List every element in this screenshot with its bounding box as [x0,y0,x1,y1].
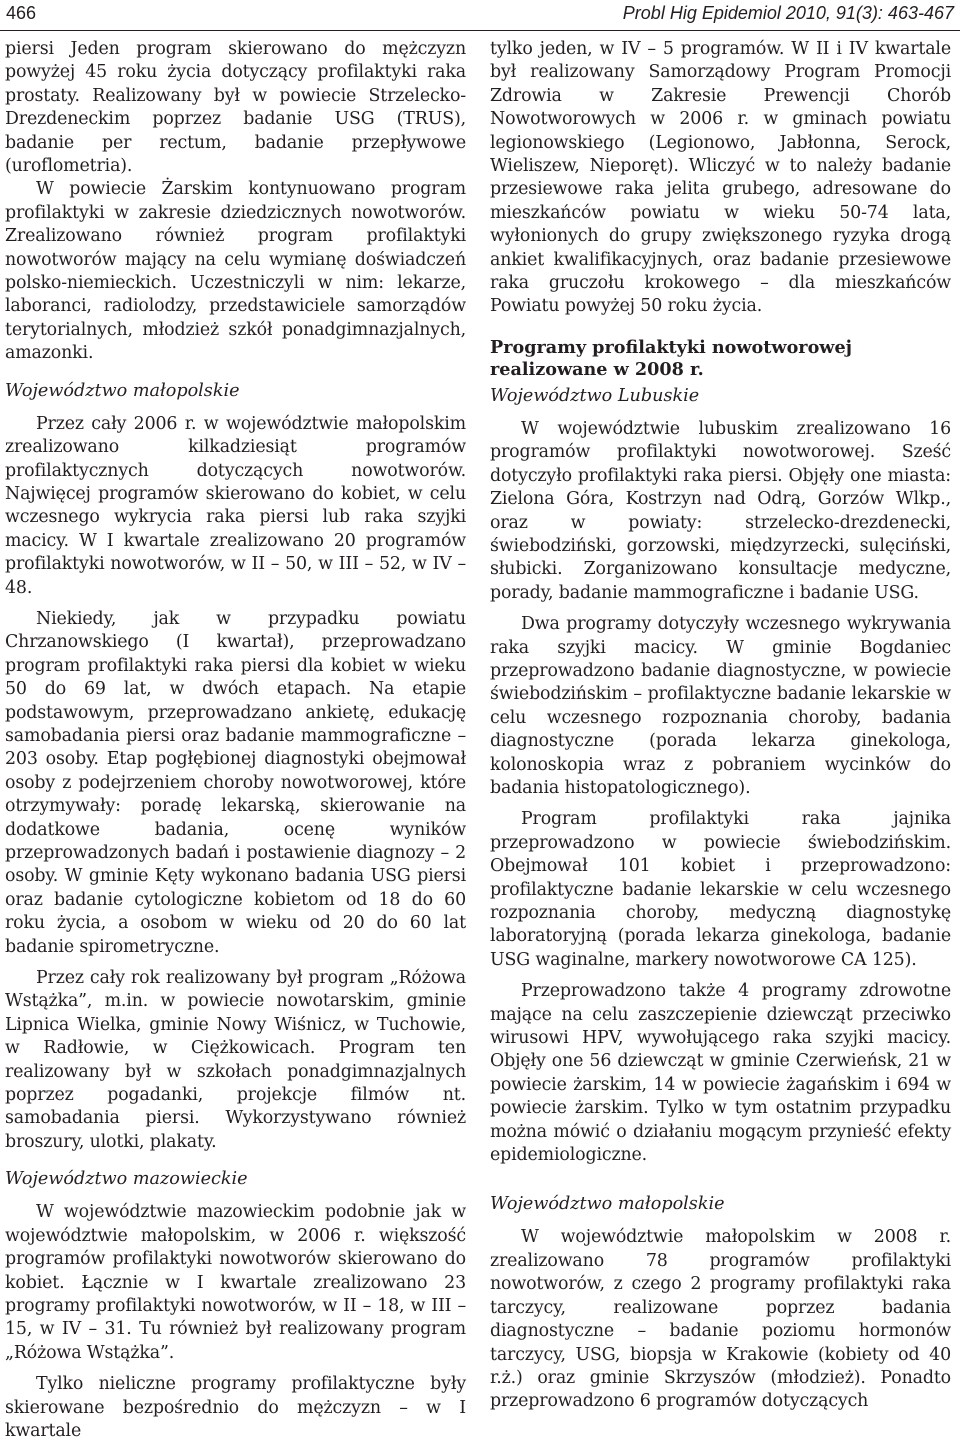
paragraph: W powiecie Żarskim kontynuowano program profilaktyki w zakresie dziedzicznych nowotworów. Zrealizowano również program profilaktyki nowotworów mający na celu wymianę doświadczeń polsko-niemieckich. Uczestniczyli w nim: lekarze, laboranci, radiolodzy, przedstawiciele samorządów terytorialnych, młodzież szkół ponadgimnazjalnych, amazonki. [5,179,466,364]
left-column [5,38,466,1443]
paragraph: Tylko nieliczne programy profilaktyczne były skierowane bezpośrednio do mężczyzn – w I kwartale [5,1374,466,1441]
section-heading-malopolskie: Województwo małopolskie [5,380,240,401]
paragraph: W województwie lubuskim zrealizowano 16 programów profilaktyki nowotworowej. Sześć dotyczyło profilaktyki raka piersi. Objęły one miasta: Zielona Góra, Kostrzyn nad Odrą, Gorzów Wlkp., oraz w powiaty: strzelecko-drezdenecki, świebodziński, gorzowski, międzyrzecki, sulęciński, słubicki. Zorganizowano konsultacje medyczne, porady, badanie mammograficzne i badanie USG. [490,418,951,603]
paragraph: Niekiedy, jak w przypadku powiatu Chrzanowskiego (I kwartał), przeprowadzano program profilaktyki raka piersi dla kobiet w wieku 50 do 69 lat, w dwóch etapach. Na etapie podstawowym, przeprowadzano ankietę, edukację samobadania piersi oraz badanie mammograficzne – 203 osoby. Etap pogłębionej diagnostyki obejmował osoby z podejrzeniem choroby nowotworowej, które otrzymywały: poradę lekarską, skierowanie na dodatkowe badania, ocenę wyników przeprowadzonych badań i postawienie diagnozy – 2 osoby. W gminie Kęty wykonano badania USG piersi oraz badanie cytologiczne kobietom od 18 do 60 roku życia, a osobom w wieku od 20 do 60 lat badanie spirometryczne. [5,608,466,957]
paragraph: Program profilaktyki raka jajnika przeprowadzono w powiecie świebodzińskim. Obejmował 101 kobiet i przeprowadzono: profilaktyczne badanie lekarskie w celu wczesnego rozpoznania choroby, medyczną diagnostykę laboratoryjną (porada lekarza ginekologa, badanie USG waginalne, markery nowotworowe CA 125). [490,809,951,970]
paragraph: piersi Jeden program skierowano do mężczyzn powyżej 45 roku życia dotyczący profilaktyki raka prostaty. Realizowany był w powiecie Strzelecko-Drezdeneckim poprzez badanie USG (TRUS), badanie per rectum, badanie przepływowe (uroflometria). [5,39,466,177]
section-heading-programy-2008: Programy profilaktyki nowotworowej realizowane w 2008 r. [490,336,853,380]
journal-citation: Probl Hig Epidemiol 2010, 91(3): 463-467 [622,3,954,23]
running-header [0,0,960,30]
section-heading-malopolskie-2008: Województwo małopolskie [490,1194,725,1215]
right-column [490,38,951,1414]
paragraph: Przeprowadzono także 4 programy zdrowotne mające na celu zaszczepienie dziewcząt przeciwko wirusowi HPV, wywołującego raka szyjki macicy. Objęły one 56 dziewcząt w gminie Czerwieńsk, 21 w powiecie żarskim, 14 w powiecie żagańskim i 694 w powiecie żarskim. Tylko w tym ostatnim przypadku można mówić o działaniu mogącym przynieść efekty epidemiologiczne. [490,981,951,1166]
paragraph: tylko jeden, w IV – 5 programów. W II i IV kwartale był realizowany Samorządowy Program Promocji Zdrowia w Zakresie Prewencji Chorób Nowotworowych w 2006 r. w gminach powiatu legionowskiego (Legionowo, Jabłonna, Serock, Wieliszew, Nieporęt). Wliczyć w to należy badanie przesiewowe raka jelita grubego, adresowane do mieszkańców powiatu w wieku 50-74 lata, wyłonionych do grupy zwiększonego ryzyka drogą ankiet kwalifikacyjnych, oraz badanie przesiewowe raka gruczołu krokowego – dla mieszkańców Powiatu powyżej 50 roku życia. [490,39,951,317]
header-rule [0,30,960,31]
page-number: 466 [6,3,37,23]
paragraph: Przez cały 2006 r. w województwie małopolskim zrealizowano kilkadziesiąt programów profilaktycznych dotyczących nowotworów. Najwięcej programów skierowano do kobiet, w celu wczesnego wykrycia raka piersi lub raka szyjki macicy. W I kwartale zrealizowano 20 programów profilaktyki nowotworów, w II – 50, w III – 52, w IV – 48. [5,413,466,598]
paragraph: Przez cały rok realizowany był program „Różowa Wstążka”, m.in. w powiecie nowotarskim, gminie Lipnica Wielka, gminie Nowy Wiśnicz, w Tuchowie, w Radłowie, w Ciężkowicach. Program ten realizowany był w szkołach ponadgimnazjalnych poprzez pogadanki, projekcje filmów nt. samobadania piersi. Wykorzystywano również broszury, ulotki, plakaty. [5,968,466,1152]
paragraph: W województwie małopolskim w 2008 r. zrealizowano 78 programów profilaktyki nowotworów, z czego 2 programy profilaktyki raka tarczycy, realizowane poprzez badania diagnostyczne – badanie poziomu hormonów tarczycy, USG, biopsja w Krakowie (kobiety od 40 r.ż.) oraz gminie Skrzyszów (młodzież). Ponadto przeprowadzono 6 programów dotyczących [490,1227,951,1412]
section-heading-lubuskie: Województwo Lubuskie [490,385,700,406]
paragraph: W województwie mazowieckim podobnie jak w województwie małopolskim, w 2006 r. większość programów profilaktyki nowotworów skierowano do kobiet. Łącznie w I kwartale zrealizowano 23 programy profilaktyki nowotworów, w II – 18, w III – 15, w IV – 31. Tu również był realizowany program „Różowa Wstążka”. [5,1202,466,1363]
paragraph: Dwa programy dotyczyły wczesnego wykrywania raka szyjki macicy. W gminie Bogdaniec przeprowadzono badanie diagnostyczne, w powiecie świebodzińskim – profilaktyczne badanie lekarskie w celu wczesnego rozpoznania choroby, badania diagnostyczne (porada lekarza ginekologa, kolonoskopia wraz z pobraniem wycinków do badania histopatologicznego). [490,614,951,798]
section-heading-mazowieckie: Województwo mazowieckie [5,1169,248,1190]
